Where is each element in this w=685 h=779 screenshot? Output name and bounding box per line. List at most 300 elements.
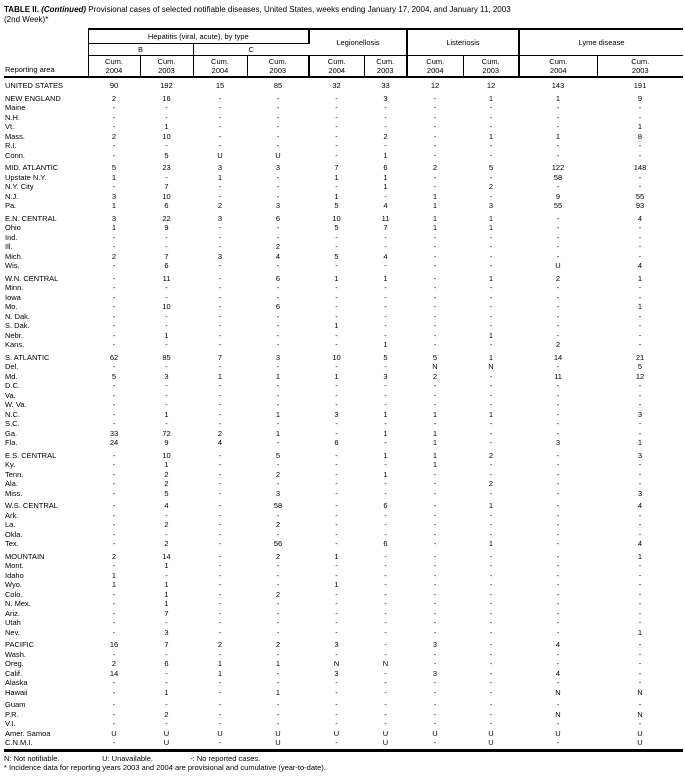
cell-value: - [335,362,338,371]
cell-value: 4 [555,668,561,678]
table-row [4,201,683,211]
cell-value: - [112,242,116,251]
cum-header: Cum. 2003 [364,56,407,78]
cell-value: - [556,400,560,409]
cell-value: - [489,428,493,438]
cell-value: 1 [637,302,643,311]
cell-value: - [556,450,560,460]
cell-value: - [165,103,168,112]
cell-value: - [638,390,642,400]
notifiable-diseases-table [4,28,683,752]
cell-value: 1 [383,172,388,182]
table-row [4,381,683,391]
cell-value: 16 [109,640,119,649]
cell-value: - [276,292,280,302]
cell-value: 1 [488,352,494,362]
cell-value: - [276,709,280,719]
cell-value: - [638,330,642,340]
row-area-label: W. Va. [5,400,27,409]
cell-value: - [638,311,642,321]
cell-value: - [489,687,493,697]
cell-value: N [555,687,561,697]
cell-value: - [638,589,642,599]
cell-value: - [433,251,437,261]
cell-value: - [638,340,642,349]
cell-value: U [432,728,438,738]
cell-value: 2 [432,371,438,381]
table-title-line2: (2nd Week)* [4,15,49,24]
cell-value: 7 [217,352,223,362]
cell-value: - [638,678,642,687]
table-row [4,628,683,638]
cell-value: - [276,678,280,687]
cell-value: - [335,649,338,659]
cell-value: - [556,330,560,340]
cell-value: - [556,242,560,251]
cell-value: - [218,141,222,150]
cell-value: - [165,529,168,539]
cell-value: - [276,700,280,709]
cum-header: Cum. 2004 [88,56,140,78]
cell-value: - [335,182,338,191]
cell-value: 2 [488,182,494,191]
cell-value: - [489,150,493,160]
cell-value: 1 [334,191,339,201]
cell-value: - [489,381,493,390]
row-area-label: Pa. [5,201,17,210]
cell-value: - [489,390,493,400]
row-area-label: N.H. [5,112,20,122]
table-row [4,252,683,262]
table-row [4,173,683,183]
cell-value: - [218,599,222,608]
cell-value: - [433,599,437,608]
cell-value: 1 [217,659,223,668]
row-area-label: N.J. [5,191,19,201]
cell-value: - [218,551,222,561]
cell-value: U [555,728,561,738]
cell-value: - [335,261,338,270]
cell-value: - [384,362,387,371]
table-row [4,729,683,739]
cell-value: - [276,261,280,270]
cell-value: 6 [334,438,339,447]
row-area-label: Guam [5,700,26,709]
cell-value: 6 [164,659,169,668]
cell-value: N [382,659,389,668]
cell-value: U [333,728,340,738]
cell-value: - [218,261,222,270]
cell-value: - [384,510,387,520]
cell-value: - [112,561,116,570]
cell-value: - [218,678,222,687]
cell-value: 2 [164,709,169,719]
cell-value: 4 [275,251,281,261]
cell-value: - [489,529,493,539]
cell-value: - [384,719,387,728]
row-area-label: Colo. [5,589,23,599]
cell-value: - [638,141,642,150]
cell-value: - [276,122,280,131]
row-area-label: Alaska [5,678,28,687]
table-row [4,539,683,549]
table-row [4,650,683,660]
cell-value: - [218,501,222,510]
cell-value: 5 [164,488,169,498]
cell-value: 7 [383,223,388,232]
table-row [4,438,683,448]
cell-value: - [556,213,560,223]
cell-value: - [433,112,437,122]
cell-value: - [218,242,222,251]
cell-value: 62 [109,352,119,362]
cell-value: - [556,649,560,659]
cell-value: - [489,627,493,637]
row-area-label: Amer. Samoa [5,728,51,738]
cell-value: 55 [635,191,645,201]
cell-value: 7 [164,640,169,649]
cell-value: - [489,112,493,122]
cell-value: - [335,529,338,539]
cell-value: - [556,182,560,191]
cell-value: 9 [637,93,643,103]
cell-value: 2 [111,93,117,103]
cell-value: - [165,700,168,709]
cell-value: 5 [334,223,339,232]
table-row [4,410,683,420]
cell-value: 8 [637,131,643,141]
cell-value: - [218,362,222,371]
table-row [4,590,683,600]
table-row [4,719,683,729]
cell-value: - [638,529,642,539]
cell-value: - [489,460,493,469]
cell-value: - [384,438,387,447]
table-row [4,293,683,303]
cell-value: 1 [111,570,117,580]
cell-value: U [637,728,643,738]
cell-value: 1 [334,551,339,561]
cell-value: - [556,321,560,330]
cell-value: - [556,551,560,561]
cell-value: - [112,719,116,728]
row-area-label: Mass. [5,131,26,141]
cell-value: - [218,223,222,232]
cell-value: - [407,738,463,750]
cell-value: - [638,580,642,589]
cell-value: 2 [217,201,223,210]
cell-value: - [384,460,387,469]
cell-value: 11 [554,371,562,381]
cell-value: 85 [273,81,283,90]
cell-value: 11 [162,273,171,283]
cell-value: 3 [217,251,223,261]
cell-value: - [638,479,642,488]
cell-value: - [112,362,116,371]
lyme-disease-header: Lyme disease [519,29,683,56]
cell-value: 10 [332,213,341,223]
cell-value: 1 [164,122,169,131]
cell-value: 3 [488,201,494,210]
cell-value: - [276,321,280,330]
cell-value: - [276,400,280,409]
cell-value: U [247,738,309,750]
cell-value: - [112,520,116,529]
row-area-label: Vt. [5,122,15,131]
cell-value: - [335,381,338,390]
cell-value: - [165,362,168,371]
cell-value: - [276,460,280,469]
cell-value: 6 [383,501,388,510]
footnote-no-cases: -: No reported cases. [190,753,261,763]
cell-value: - [489,700,493,709]
cell-value: - [384,242,387,251]
cell-value: U [364,738,407,750]
table-row [4,261,683,271]
cell-value: - [165,242,168,251]
cell-value: - [112,340,116,349]
table-row [4,429,683,439]
cell-value: - [638,232,642,242]
cell-value: - [276,580,280,589]
cell-value: 1 [637,438,643,447]
cell-value: 1 [432,450,438,460]
cell-value: - [433,627,437,637]
cell-value: 4 [637,213,643,223]
cell-value: 5 [164,150,169,160]
cell-value: - [218,589,222,599]
cell-value: 2 [164,469,169,479]
cell-value: - [433,321,437,330]
cell-value: - [276,627,280,637]
row-area-label: UNITED STATES [5,81,64,90]
cell-value: 3 [383,93,388,103]
cell-value: - [433,618,437,627]
table-row [4,738,683,750]
cell-value: - [218,529,222,539]
cell-value: U [217,150,223,160]
cell-value: - [489,122,493,131]
cell-value: - [384,292,387,302]
cell-value: - [218,182,222,191]
cell-value: U [275,728,281,738]
cell-value: 16 [162,93,171,103]
cell-value: - [218,719,222,728]
cell-value: 4 [217,438,223,447]
cell-value: - [556,488,560,498]
row-area-label: Fla. [5,438,18,447]
cell-value: 1 [637,273,643,283]
cell-value: 4 [637,261,643,270]
cell-value: - [309,738,364,750]
cell-value: - [489,510,493,520]
cell-value: 2 [164,520,169,529]
cell-value: 3 [217,213,223,223]
cell-value: U [488,728,494,738]
cell-value: - [489,570,493,580]
cell-value: - [276,131,280,141]
cell-value: - [218,700,222,709]
row-area-label: V.I. [5,719,16,728]
cell-value: U [463,738,519,750]
row-area-label: Ind. [5,232,18,242]
cell-value: - [638,172,642,182]
cell-value: - [335,479,338,488]
cell-value: 1 [164,580,169,589]
cell-value: - [556,103,560,112]
cell-value: 1 [432,460,438,469]
cell-value: 3 [334,409,339,419]
table-row [4,609,683,619]
cell-value: - [384,283,387,292]
cell-value: - [276,223,280,232]
cell-value: - [638,321,642,330]
cell-value: - [489,678,493,687]
table-row [4,103,683,113]
footnote-not-notifiable: N: Not notifiable. [4,753,60,763]
cell-value: 1 [383,469,388,479]
cell-value: - [556,561,560,570]
cell-value: 4 [383,201,388,210]
cell-value: - [335,618,338,627]
cell-value: - [218,627,222,637]
cell-value: 6 [164,261,169,270]
cell-value: - [165,400,168,409]
cell-value: - [335,141,338,150]
cell-value: - [519,738,597,750]
reporting-area-header: Reporting area [4,29,88,77]
cell-value: - [556,223,560,232]
table-row [4,242,683,252]
cell-value: - [335,122,338,131]
cell-value: U [597,738,683,750]
cell-value: - [556,311,560,321]
cell-value: - [112,529,116,539]
row-area-label: NEW ENGLAND [5,93,61,103]
cell-value: 1 [334,172,339,182]
cell-value: - [218,510,222,520]
cell-value: - [112,687,116,697]
cell-value: - [276,510,280,520]
row-area-label: Va. [5,390,16,400]
cell-value: - [335,687,338,697]
cell-value: 6 [383,163,388,172]
cell-value: - [112,311,116,321]
cell-value: 1 [432,223,438,232]
row-area-label: S. Dak. [5,321,30,330]
cell-value: 15 [215,81,225,90]
cell-value: - [638,251,642,261]
cell-value: - [638,668,642,678]
cell-value: - [276,112,280,122]
cell-value: - [638,242,642,251]
cell-value: - [218,122,222,131]
cell-value: - [384,381,387,390]
cell-value: 1 [383,340,388,349]
cell-value: 2 [275,469,281,479]
cell-value: - [638,150,642,160]
cell-value: - [112,182,116,191]
cell-value: 58 [273,501,283,510]
cell-value: U [275,150,281,160]
cell-value: - [335,608,338,618]
table-row [4,391,683,401]
cell-value: - [489,321,493,330]
cell-value: - [165,570,168,580]
table-row [4,312,683,322]
cell-value: 6 [164,201,169,210]
cell-value: 3 [637,409,643,419]
cell-value: - [335,311,338,321]
row-area-label: La. [5,520,16,529]
cell-value: - [112,103,116,112]
cell-value: 5 [432,352,438,362]
table-row [4,233,683,243]
cell-value: - [489,311,493,321]
row-area-label: N.Y. City [5,182,34,191]
cell-value: - [112,409,116,419]
table-row [4,498,683,511]
cell-value: - [433,561,437,570]
cell-value: - [433,719,437,728]
cell-value: - [638,510,642,520]
cell-value: - [384,141,387,150]
cell-value: 2 [275,551,281,561]
cell-value: - [165,419,168,428]
cell-value: - [335,103,338,112]
cell-value: - [433,141,437,150]
cell-value: - [218,292,222,302]
legionellosis-header: Legionellosis [309,29,407,56]
cell-value: 2 [217,428,223,438]
row-area-label: Ala. [5,479,18,488]
cell-value: 12 [430,81,440,90]
cell-value: - [556,539,560,548]
table-row [4,151,683,161]
cell-value: - [335,232,338,242]
cell-value: - [335,501,338,510]
table-row [4,132,683,142]
cell-value: 10 [162,131,171,141]
table-row [4,192,683,202]
cell-value: 3 [432,640,438,649]
cell-value: - [384,520,387,529]
cell-value: - [556,428,560,438]
cell-value: 5 [637,362,643,371]
cell-value: - [384,678,387,687]
cell-value: - [556,580,560,589]
cum-header: Cum. 2003 [140,56,193,78]
row-area-label: Kans. [5,340,25,349]
cell-value: 191 [633,81,647,90]
cell-value: - [489,371,493,381]
table-row [4,340,683,350]
cell-value: - [276,330,280,340]
cell-value: - [433,520,437,529]
row-area-label: Tenn. [5,469,24,479]
cell-value: - [433,232,437,242]
cell-value: - [335,599,338,608]
cell-value: - [433,479,437,488]
cell-value: - [638,618,642,627]
cell-value: - [165,668,168,678]
table-row [4,678,683,688]
cell-value: - [112,232,116,242]
cell-value: - [276,599,280,608]
cell-value: - [556,122,560,131]
cell-value: - [433,242,437,251]
cell-value: 10 [332,352,341,362]
